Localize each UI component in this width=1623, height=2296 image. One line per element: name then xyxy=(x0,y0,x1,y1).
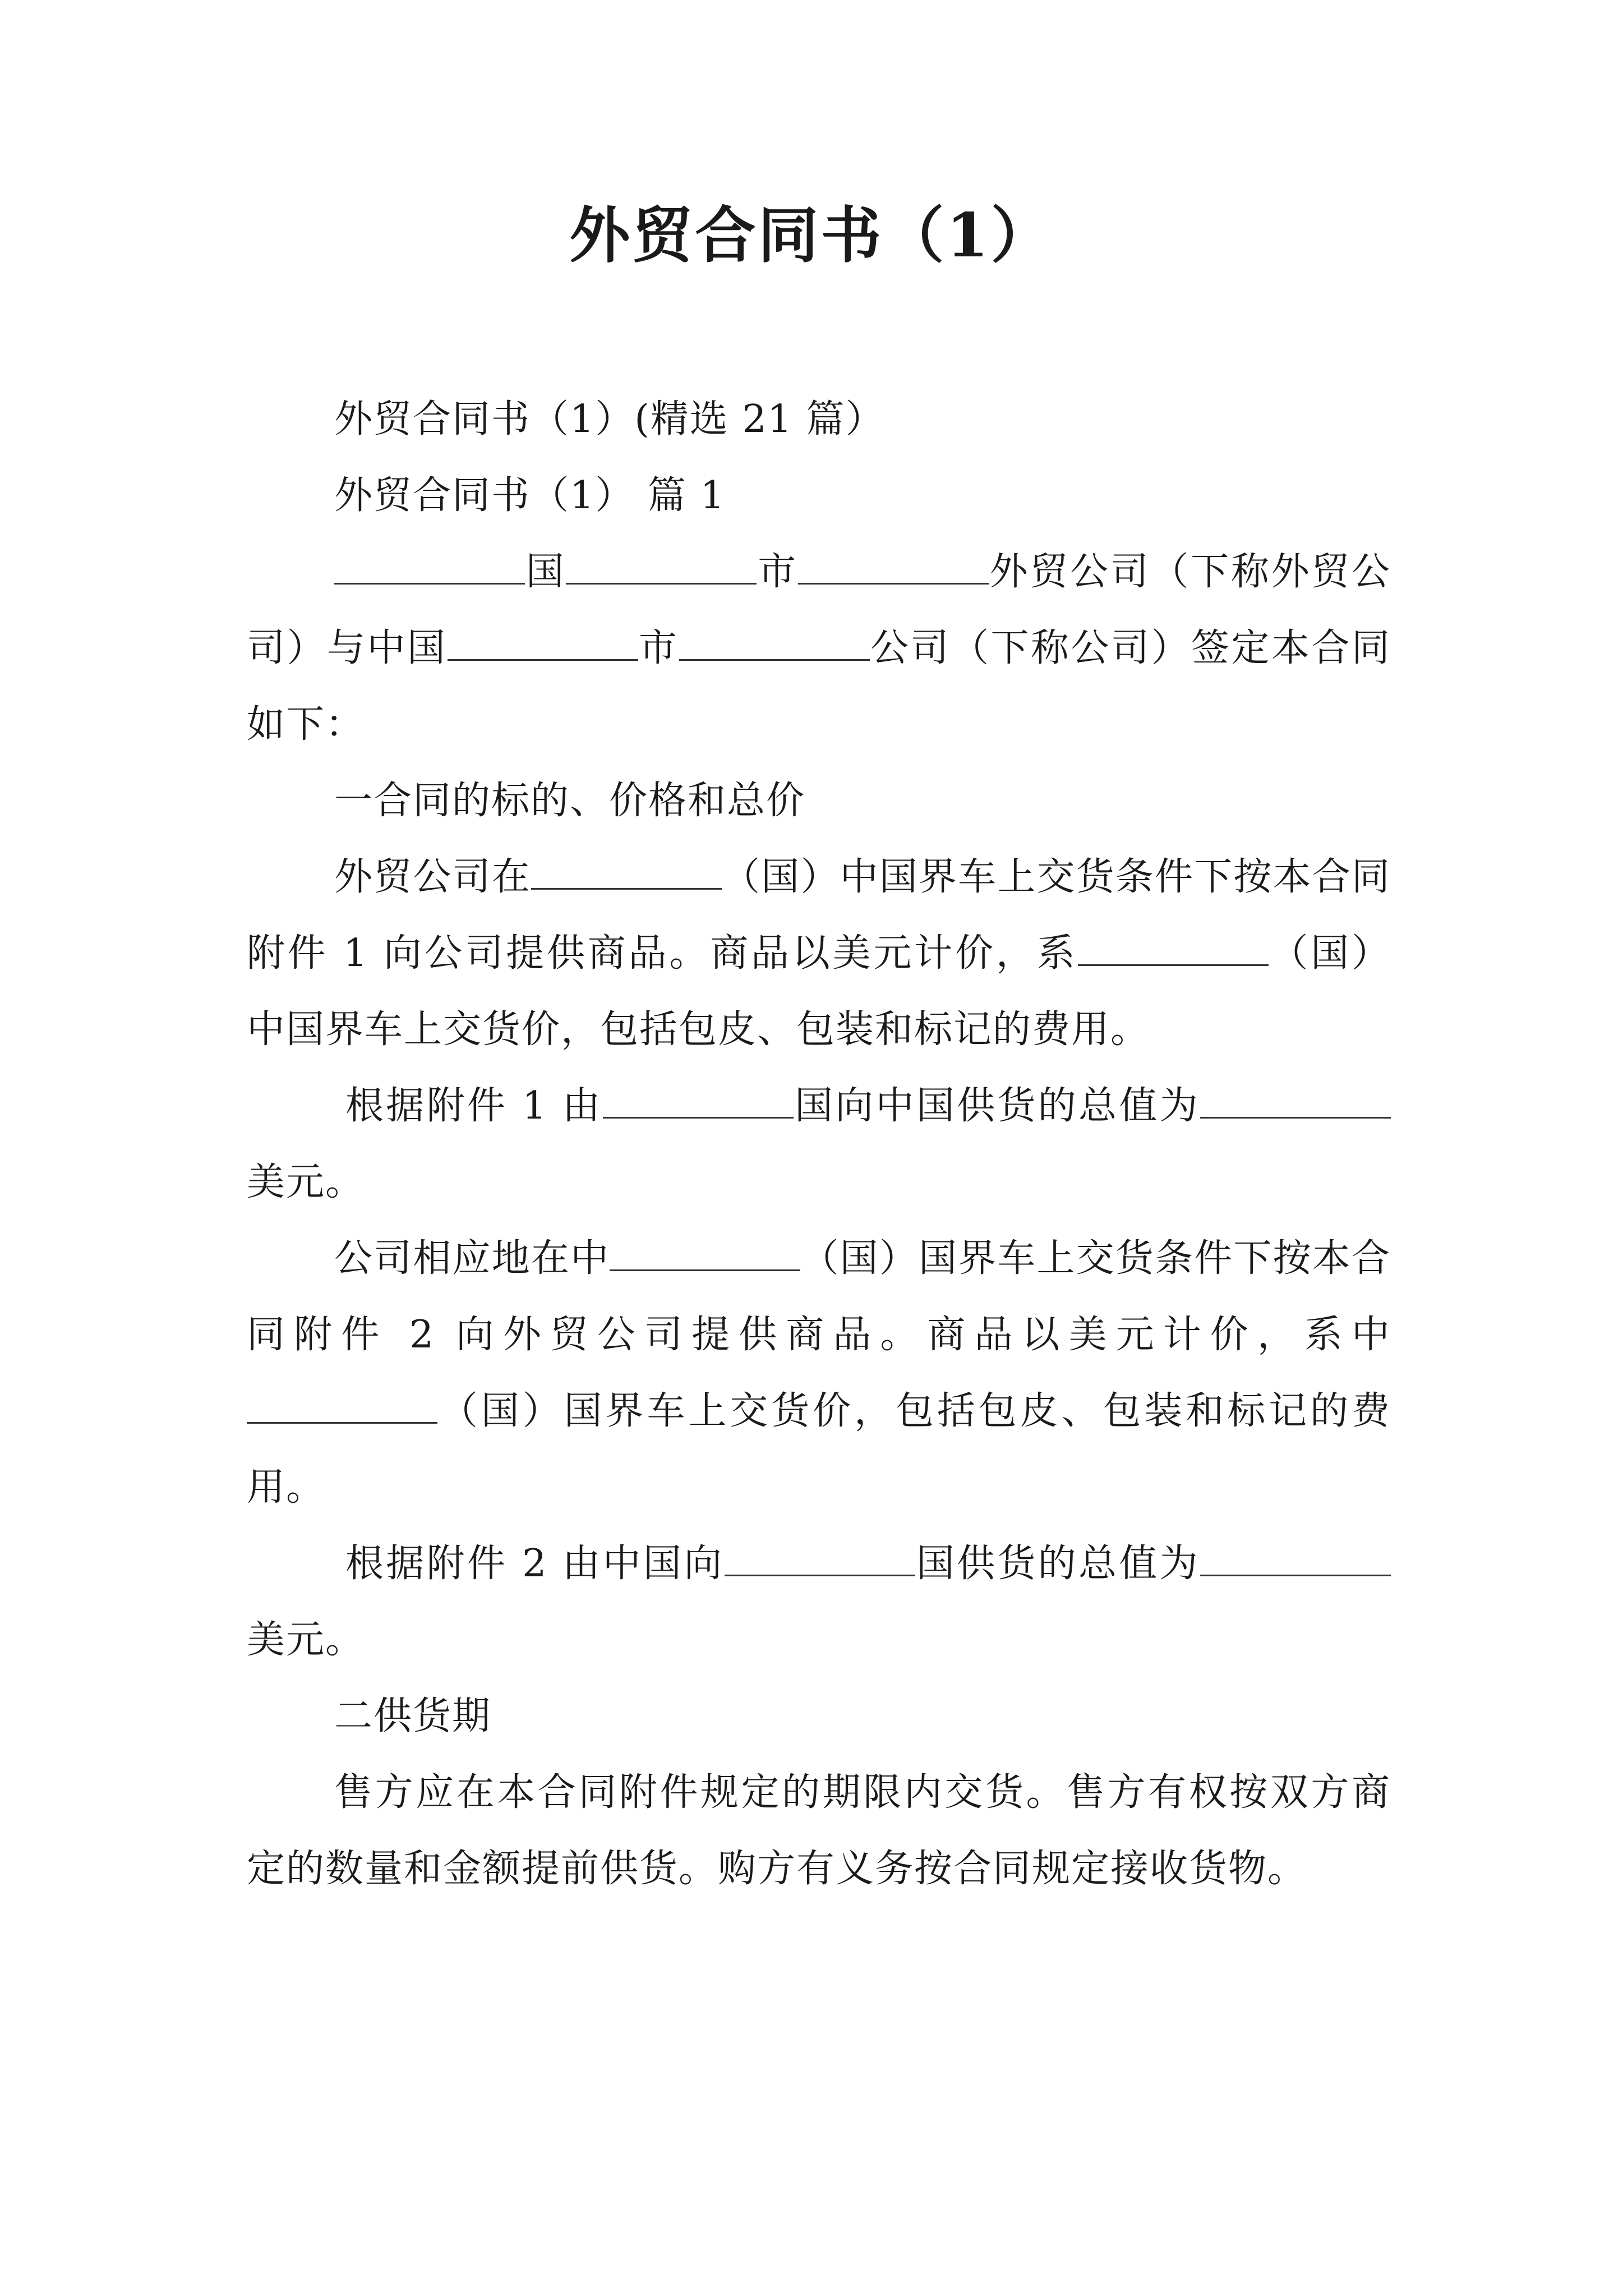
blank-field xyxy=(531,855,722,890)
para4-text-a: 根据附件 2 由中国向 xyxy=(345,1542,725,1586)
para2-text-c: 美元。 xyxy=(247,1160,365,1204)
para3-text-c: （国）国界车上交货价，包括包皮、包装和标记的费用。 xyxy=(247,1389,1391,1510)
para1-text-c: （国）中国界车上交货价，包括包皮、包装和标记的费用。 xyxy=(247,931,1391,1052)
paragraph-4 xyxy=(247,1526,1391,1678)
intro-text-1: 国 xyxy=(525,550,566,594)
intro-text-2: 市 xyxy=(757,550,798,594)
intro-text-3: 外贸公司（下称外贸公司）与中国 xyxy=(247,550,1391,670)
para1-text-a: 外贸公司在 xyxy=(334,855,531,899)
blank-field xyxy=(603,1084,794,1119)
intro-text-4: 市 xyxy=(638,626,679,670)
blank-field xyxy=(610,1237,800,1271)
blank-field xyxy=(1200,1542,1391,1576)
paragraph-2 xyxy=(247,1068,1391,1221)
paragraph-1 xyxy=(247,839,1391,1068)
document-title: 外贸合同书（1） xyxy=(569,200,1054,271)
blank-field xyxy=(566,550,757,585)
document-body xyxy=(247,381,1391,1907)
para1-text-b: （国）中国界车上交货条件下按本合同附件 1 向公司提供商品。商品以美元计价，系 xyxy=(247,855,1391,976)
section-1-heading: 一合同的标的、价格和总价 xyxy=(334,779,806,823)
document-subtitle: 外贸合同书（1）(精选 21 篇） xyxy=(334,397,885,441)
intro-paragraph xyxy=(247,534,1391,763)
blank-field xyxy=(247,1389,437,1424)
blank-field xyxy=(679,627,870,661)
section-2-heading: 二供货期 xyxy=(334,1694,492,1738)
para3-text-b: （国）国界车上交货条件下按本合同附件 2 向外贸公司提供商品。商品以美元计价，系中 xyxy=(247,1236,1391,1357)
para4-text-c: 美元。 xyxy=(247,1618,365,1662)
chapter-heading: 外贸合同书（1） 篇 1 xyxy=(334,473,726,518)
blank-field xyxy=(334,550,525,585)
blank-field xyxy=(1200,1084,1391,1119)
blank-field xyxy=(798,550,989,585)
para4-text-b: 国供货的总值为 xyxy=(915,1542,1200,1586)
blank-field xyxy=(1078,932,1269,966)
intro-text-5: 公司（下称公司）签定本合同如下： xyxy=(247,626,1391,747)
blank-field xyxy=(448,627,638,661)
para2-text-a: 根据附件 1 由 xyxy=(345,1084,603,1128)
paragraph-3 xyxy=(247,1221,1391,1526)
blank-field xyxy=(725,1542,915,1576)
para3-text-a: 公司相应地在中 xyxy=(334,1236,610,1281)
paragraph-5: 售方应在本合同附件规定的期限内交货。售方有权按双方商定的数量和金额提前供货。购方有义务按合同规定接收货物。 xyxy=(247,1770,1391,1891)
para2-text-b: 国向中国供货的总值为 xyxy=(793,1084,1200,1128)
